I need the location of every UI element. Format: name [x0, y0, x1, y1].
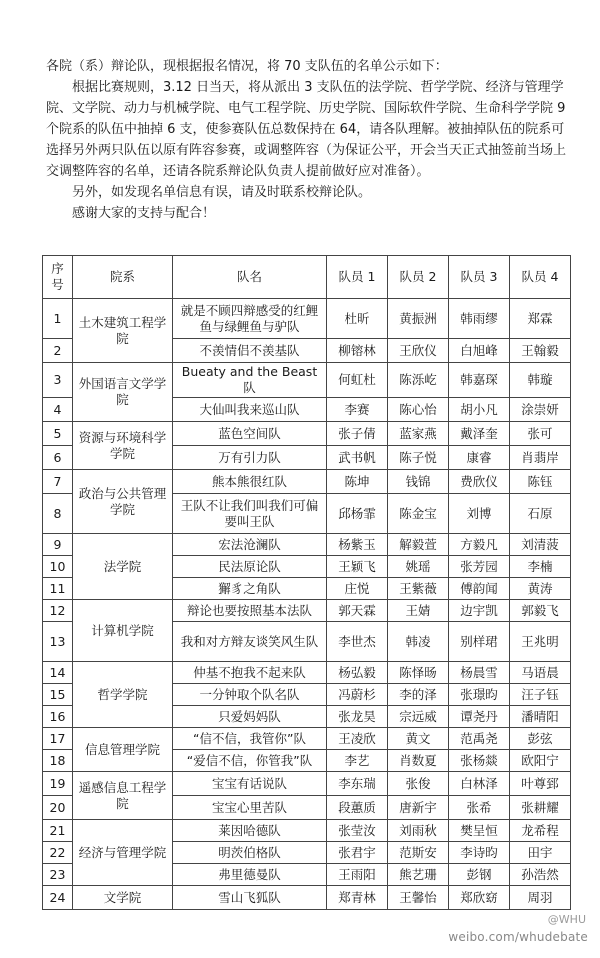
cell-member-2: 陈金宝 [388, 494, 449, 534]
header-member-4: 队员 4 [510, 256, 571, 299]
cell-member-4: 韩璇 [510, 363, 571, 398]
table-row [43, 470, 571, 494]
header-member-1: 队员 1 [327, 256, 388, 299]
cell-seq: 22 [43, 842, 73, 864]
cell-member-3: 彭钢 [449, 864, 510, 886]
header-member-3: 队员 3 [449, 256, 510, 299]
cell-team-name: 蓝色空间队 [173, 422, 327, 446]
cell-member-1: 郭天霖 [327, 600, 388, 622]
cell-member-1: 张莹汝 [327, 820, 388, 842]
cell-member-2: 唐新宇 [388, 796, 449, 820]
cell-seq: 24 [43, 886, 73, 910]
header-seq: 序号 [43, 256, 73, 299]
cell-member-1: 杨弘毅 [327, 662, 388, 684]
cell-member-2: 陈泺屹 [388, 363, 449, 398]
cell-member-4: 肖翡岸 [510, 446, 571, 470]
cell-member-2: 陈怿旸 [388, 662, 449, 684]
cell-member-1: 陈坤 [327, 470, 388, 494]
cell-seq: 11 [43, 578, 73, 600]
cell-team-name: 仲基不抱我不起来队 [173, 662, 327, 684]
cell-team-name: 不羡情侣不羡基队 [173, 339, 327, 363]
cell-member-2: 王紫薇 [388, 578, 449, 600]
cell-seq: 16 [43, 706, 73, 728]
cell-member-2: 解毅萱 [388, 534, 449, 556]
cell-team-name: 宝宝心里苦队 [173, 796, 327, 820]
cell-member-2: 宗远威 [388, 706, 449, 728]
cell-member-2: 熊艺珊 [388, 864, 449, 886]
cell-team-name: 雪山飞狐队 [173, 886, 327, 910]
cell-member-3: 边宇凯 [449, 600, 510, 622]
table-row [43, 600, 571, 622]
cell-member-2: 黄文 [388, 728, 449, 750]
cell-member-3: 白旭峰 [449, 339, 510, 363]
cell-member-1: 李赛 [327, 398, 388, 422]
cell-seq: 19 [43, 772, 73, 796]
watermark-handle: @WHU [547, 913, 586, 926]
cell-member-1: 王凌欣 [327, 728, 388, 750]
cell-member-1: 张龙昊 [327, 706, 388, 728]
cell-seq: 3 [43, 363, 73, 398]
cell-seq: 4 [43, 398, 73, 422]
cell-department: 计算机学院 [73, 600, 173, 662]
cell-member-3: 张璟昀 [449, 684, 510, 706]
cell-department: 文学院 [73, 886, 173, 910]
cell-member-4: 张耕耀 [510, 796, 571, 820]
cell-team-name: 大仙叫我来巡山队 [173, 398, 327, 422]
cell-member-4: 石原 [510, 494, 571, 534]
cell-member-3: 杨晨雪 [449, 662, 510, 684]
cell-member-3: 郑欣窈 [449, 886, 510, 910]
cell-department: 信息管理学院 [73, 728, 173, 772]
cell-team-name: 就是不顾四辩感受的红鲤鱼与绿鲤鱼与驴队 [173, 299, 327, 339]
cell-seq: 12 [43, 600, 73, 622]
cell-member-3: 方毅凡 [449, 534, 510, 556]
cell-department: 经济与管理学院 [73, 820, 173, 886]
cell-team-name: 莱因哈德队 [173, 820, 327, 842]
cell-member-1: 郑青林 [327, 886, 388, 910]
cell-department: 土木建筑工程学院 [73, 299, 173, 363]
cell-member-4: 欧阳宁 [510, 750, 571, 772]
cell-member-4: 张可 [510, 422, 571, 446]
team-roster-table [42, 255, 571, 910]
cell-team-name: 熊本熊很红队 [173, 470, 327, 494]
cell-member-3: 费欣仪 [449, 470, 510, 494]
cell-team-name: 王队不让我们叫我们可偏要叫王队 [173, 494, 327, 534]
table-row [43, 820, 571, 842]
cell-member-3: 康睿 [449, 446, 510, 470]
header-member-2: 队员 2 [388, 256, 449, 299]
cell-member-4: 田宇 [510, 842, 571, 864]
cell-seq: 17 [43, 728, 73, 750]
notice-text [46, 56, 566, 224]
cell-team-name: “爱信不信，你管我”队 [173, 750, 327, 772]
header-team: 队名 [173, 256, 327, 299]
notice-line-1: 各院（系）辩论队，现根据报名情况，将 70 支队伍的名单公示如下： [46, 59, 448, 74]
cell-member-1: 张君宇 [327, 842, 388, 864]
cell-member-4: 王兆明 [510, 622, 571, 662]
watermark-url: weibo.com/whudebate [448, 930, 588, 944]
cell-member-1: 李艺 [327, 750, 388, 772]
cell-seq: 14 [43, 662, 73, 684]
cell-seq: 10 [43, 556, 73, 578]
cell-member-3: 刘博 [449, 494, 510, 534]
cell-member-3: 别样珺 [449, 622, 510, 662]
cell-member-1: 张子倩 [327, 422, 388, 446]
cell-member-4: 龙希程 [510, 820, 571, 842]
notice-paragraph-contact: 另外，如发现名单信息有误，请及时联系校辩论队。 [72, 185, 372, 200]
cell-member-4: 黄涛 [510, 578, 571, 600]
cell-team-name: Bueaty and the Beast 队 [173, 363, 327, 398]
cell-seq: 8 [43, 494, 73, 534]
cell-seq: 13 [43, 622, 73, 662]
table-row [43, 772, 571, 796]
cell-team-name: 一分钟取个队名队 [173, 684, 327, 706]
cell-member-1: 柳镕林 [327, 339, 388, 363]
cell-member-1: 武书帆 [327, 446, 388, 470]
cell-member-4: 汪子钰 [510, 684, 571, 706]
header-dept: 院系 [73, 256, 173, 299]
cell-seq: 23 [43, 864, 73, 886]
cell-department: 政治与公共管理学院 [73, 470, 173, 534]
cell-member-2: 韩凌 [388, 622, 449, 662]
cell-member-4: 彭弦 [510, 728, 571, 750]
cell-member-3: 韩雨缪 [449, 299, 510, 339]
cell-member-3: 傅韵闻 [449, 578, 510, 600]
cell-seq: 7 [43, 470, 73, 494]
cell-team-name: 獬豸之角队 [173, 578, 327, 600]
cell-seq: 5 [43, 422, 73, 446]
table-row [43, 886, 571, 910]
cell-team-name: 只爱妈妈队 [173, 706, 327, 728]
cell-member-1: 冯蔚杉 [327, 684, 388, 706]
cell-member-4: 郭毅飞 [510, 600, 571, 622]
cell-member-3: 樊呈恒 [449, 820, 510, 842]
cell-member-2: 钱锦 [388, 470, 449, 494]
cell-member-4: 马语晨 [510, 662, 571, 684]
table-row [43, 662, 571, 684]
cell-seq: 2 [43, 339, 73, 363]
cell-member-3: 谭尧丹 [449, 706, 510, 728]
cell-member-1: 李世杰 [327, 622, 388, 662]
cell-department: 法学院 [73, 534, 173, 600]
cell-member-2: 黄振洲 [388, 299, 449, 339]
cell-member-4: 周羽 [510, 886, 571, 910]
cell-member-3: 张芳园 [449, 556, 510, 578]
cell-member-4: 潘晴阳 [510, 706, 571, 728]
notice-paragraph-thanks: 感谢大家的支持与配合！ [72, 206, 216, 221]
cell-member-2: 王馨怡 [388, 886, 449, 910]
cell-team-name: 万有引力队 [173, 446, 327, 470]
cell-member-2: 蓝家燕 [388, 422, 449, 446]
cell-seq: 21 [43, 820, 73, 842]
cell-member-2: 陈心怡 [388, 398, 449, 422]
cell-member-1: 杨紫玉 [327, 534, 388, 556]
cell-seq: 15 [43, 684, 73, 706]
cell-member-4: 刘清菠 [510, 534, 571, 556]
cell-team-name: “信不信，我管你”队 [173, 728, 327, 750]
cell-team-name: 宝宝有话说队 [173, 772, 327, 796]
cell-member-1: 王雨阳 [327, 864, 388, 886]
cell-member-2: 张俊 [388, 772, 449, 796]
table-row [43, 299, 571, 339]
table-body [43, 299, 571, 910]
cell-seq: 6 [43, 446, 73, 470]
cell-team-name: 明茨伯格队 [173, 842, 327, 864]
cell-team-name: 辩论也要按照基本法队 [173, 600, 327, 622]
cell-department: 外国语言文学学院 [73, 363, 173, 422]
table-row [43, 728, 571, 750]
cell-member-1: 杜昕 [327, 299, 388, 339]
cell-member-1: 何虹杜 [327, 363, 388, 398]
cell-member-2: 李的泽 [388, 684, 449, 706]
cell-seq: 18 [43, 750, 73, 772]
cell-member-1: 邱杨霏 [327, 494, 388, 534]
cell-team-name: 我和对方辩友谈笑风生队 [173, 622, 327, 662]
cell-member-2: 王欣仪 [388, 339, 449, 363]
cell-member-4: 陈钰 [510, 470, 571, 494]
table-row [43, 363, 571, 398]
table-row [43, 534, 571, 556]
cell-member-1: 李东瑞 [327, 772, 388, 796]
cell-department: 资源与环境科学学院 [73, 422, 173, 470]
cell-member-4: 叶尊郅 [510, 772, 571, 796]
cell-seq: 9 [43, 534, 73, 556]
cell-department: 遥感信息工程学院 [73, 772, 173, 820]
cell-team-name: 民法原论队 [173, 556, 327, 578]
cell-member-4: 王翰毅 [510, 339, 571, 363]
cell-member-3: 胡小凡 [449, 398, 510, 422]
table-row [43, 422, 571, 446]
cell-member-1: 庄悦 [327, 578, 388, 600]
cell-member-4: 郑霖 [510, 299, 571, 339]
cell-member-3: 白林泽 [449, 772, 510, 796]
cell-member-3: 戴泽奎 [449, 422, 510, 446]
cell-member-3: 张杨燚 [449, 750, 510, 772]
cell-team-name: 宏法沧澜队 [173, 534, 327, 556]
cell-member-2: 陈子悦 [388, 446, 449, 470]
cell-member-4: 涂崇妍 [510, 398, 571, 422]
cell-member-4: 孙浩然 [510, 864, 571, 886]
cell-member-2: 范斯安 [388, 842, 449, 864]
cell-team-name: 弗里德曼队 [173, 864, 327, 886]
cell-member-3: 张希 [449, 796, 510, 820]
cell-department: 哲学学院 [73, 662, 173, 728]
cell-member-4: 李楠 [510, 556, 571, 578]
cell-seq: 20 [43, 796, 73, 820]
cell-seq: 1 [43, 299, 73, 339]
cell-member-3: 韩嘉琛 [449, 363, 510, 398]
cell-member-2: 肖数夏 [388, 750, 449, 772]
cell-member-1: 王颖飞 [327, 556, 388, 578]
cell-member-2: 姚瑶 [388, 556, 449, 578]
cell-member-1: 段蕙质 [327, 796, 388, 820]
cell-member-2: 王婧 [388, 600, 449, 622]
table-header-row [43, 256, 571, 299]
notice-paragraph-rules: 根据比赛规则，3.12 日当天，将从派出 3 支队伍的法学院、哲学学院、经济与管理学院、文学院、动力与机械学院、电气工程学院、历史学院、国际软件学院、生命科学学院 9 个院系的队伍中抽掉 6 支，使参赛队伍总数保持在 64，请各队理解。被抽掉队伍的院系可选择另外两只队伍以原有阵容参赛，或调整阵容（为保证公平，开会当天正式抽签前当场上交调整阵容的名单，还请各院系辩论队负责人提前做好应对准备）。 [46, 80, 567, 179]
cell-member-3: 范禹尧 [449, 728, 510, 750]
cell-member-2: 刘雨秋 [388, 820, 449, 842]
cell-member-3: 李诗昀 [449, 842, 510, 864]
